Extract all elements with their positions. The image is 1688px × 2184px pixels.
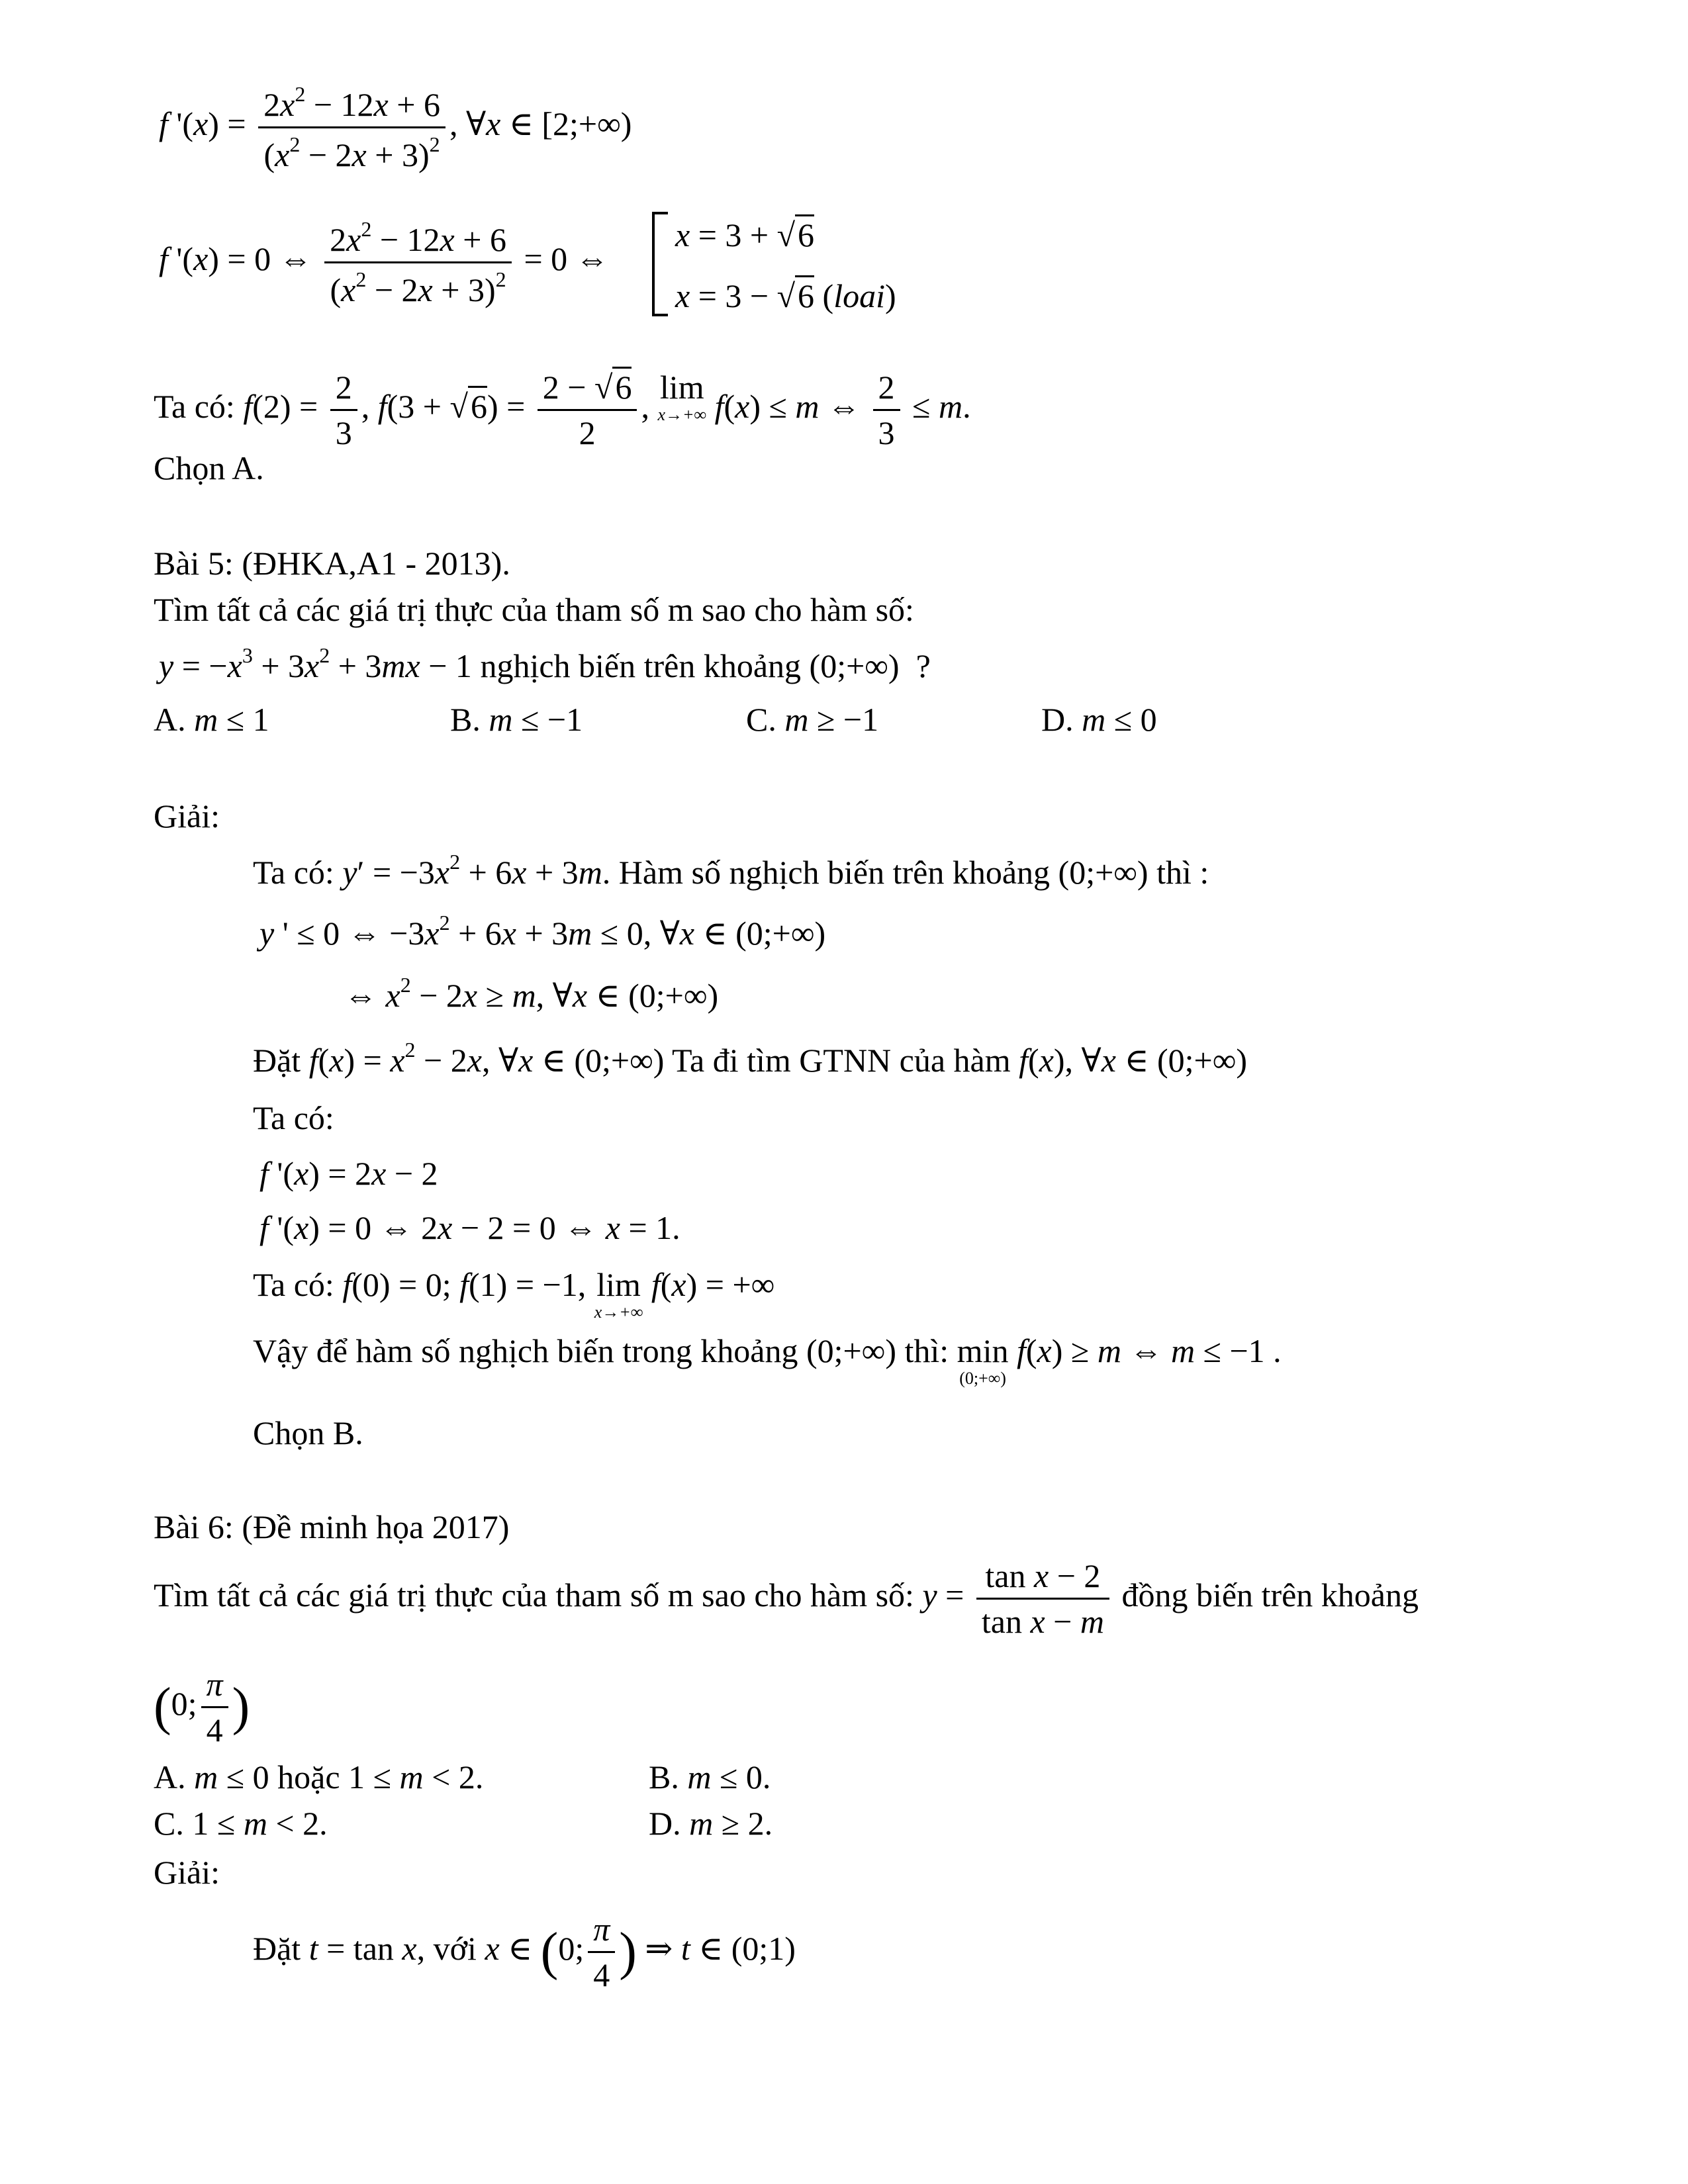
bai5-function-text: nghịch biến trên khoảng — [480, 647, 802, 684]
bai5-step-9: Vậy để hàm số nghịch biến trong khoảng (0;+∞) thì: min (0;+∞) f(x) ≥ m ⇔ m ≤ −1 . — [253, 1332, 1282, 1388]
bai5-function: $y = -x^3 + 3x^2 + 3mx - 1$ nghịch biến trên khoảng (0;+∞) ? — [159, 643, 931, 684]
equation-fprime: f '(x) = $\frac{2x^2 - 12x + 6}{(x^2 - 2x + 3)^2}$ , ∀x ∈ [2;+∞) — [159, 82, 632, 173]
prev-answer: Chọn A. — [154, 449, 264, 486]
bai6-option-b: B. m ≤ 0. — [649, 1758, 771, 1796]
bai5-prompt: Tìm tất cả các giá trị thực của tham số m sao cho hàm số: — [154, 591, 914, 628]
bai6-prompt: Tìm tất cả các giá trị thực của tham số m sao cho hàm số: y = $\frac{\text{tan x − 2}}{\text{tan x − m}}$ đồng biến trên khoảng — [154, 1557, 1419, 1640]
bai5-option-c: C. m ≥ −1 — [746, 701, 879, 738]
bai5-step-1: Ta có: $y' = -3x^2 + 6x + 3m$. Hàm số nghịch biến trên khoảng (0;+∞) thì : — [253, 850, 1209, 891]
values-line: Ta có: f(2) = $\frac{2}{3}$ , f(3 + √6) = $\frac{2 - √6}{2}$ , lim x→+∞ f(x) ≤ m ⇔ $\frac{2}{3}$ ≤ m. — [154, 371, 971, 449]
bai5-step-6: f '(x) = 2x − 2 — [259, 1155, 438, 1192]
bai6-title: Bài 6: (Đề minh họa 2017) — [154, 1508, 510, 1545]
bai5-option-a: A. m ≤ 1 — [154, 701, 269, 738]
bai5-step-3: ⇔ $x^2 - 2x \ge m$, ∀x ∈ (0;+∞) — [344, 973, 719, 1014]
taco-label: Ta có: — [154, 387, 235, 425]
bai5-solution-heading: Giải: — [154, 797, 220, 835]
bai5-answer: Chọn B. — [253, 1414, 363, 1451]
bai6-step-1: Đặt t = tan x, với x ∈ (0; $\frac{\pi}{4}$ ) ⇒ t ∈ (0;1) — [253, 1911, 796, 1993]
case-root-2: x = 3 − √6 (loai) — [675, 279, 896, 312]
bai6-option-a: A. m ≤ 0 hoặc 1 ≤ m < 2. — [154, 1758, 484, 1796]
equation-fprime-zero: f '(x) = 0 ⇔ $\frac{2x^2 - 12x + 6}{(x^2 - 2x + 3)^2}$ = 0 ⇔ — [159, 217, 609, 308]
bai5-option-b: B. m ≤ −1 — [450, 701, 583, 738]
case-root-1: x = 3 + √6 — [675, 218, 814, 251]
bai5-title: Bài 5: (ĐHKA,A1 - 2013). — [154, 545, 510, 582]
case-bracket — [652, 212, 668, 316]
bai6-option-c: C. 1 ≤ m < 2. — [154, 1805, 328, 1842]
bai6-interval: (0; $\frac{\pi}{4}$ ) — [154, 1666, 250, 1749]
bai5-step-5: Ta có: — [253, 1099, 334, 1136]
bai5-step-4: Đặt $f(x) = x^2 - 2x$, ∀x ∈ (0;+∞) Ta đi tìm GTNN của hàm f(x), ∀x ∈ (0;+∞) — [253, 1038, 1247, 1079]
bai6-option-d: D. m ≥ 2. — [649, 1805, 773, 1842]
bai5-step-7: f '(x) = 0 ⇔ 2x − 2 = 0 ⇔ x = 1. — [259, 1209, 680, 1246]
bai5-step-2: y ' ≤ 0 ⇔ $-3x^2 + 6x + 3m \le 0$, ∀x ∈ (0;+∞) — [259, 911, 826, 952]
bai5-option-d: D. m ≤ 0 — [1041, 701, 1157, 738]
bai5-step-8: Ta có: f(0) = 0; f(1) = −1, lim x→+∞ f(x) = +∞ — [253, 1266, 775, 1322]
bai6-solution-heading: Giải: — [154, 1854, 220, 1891]
